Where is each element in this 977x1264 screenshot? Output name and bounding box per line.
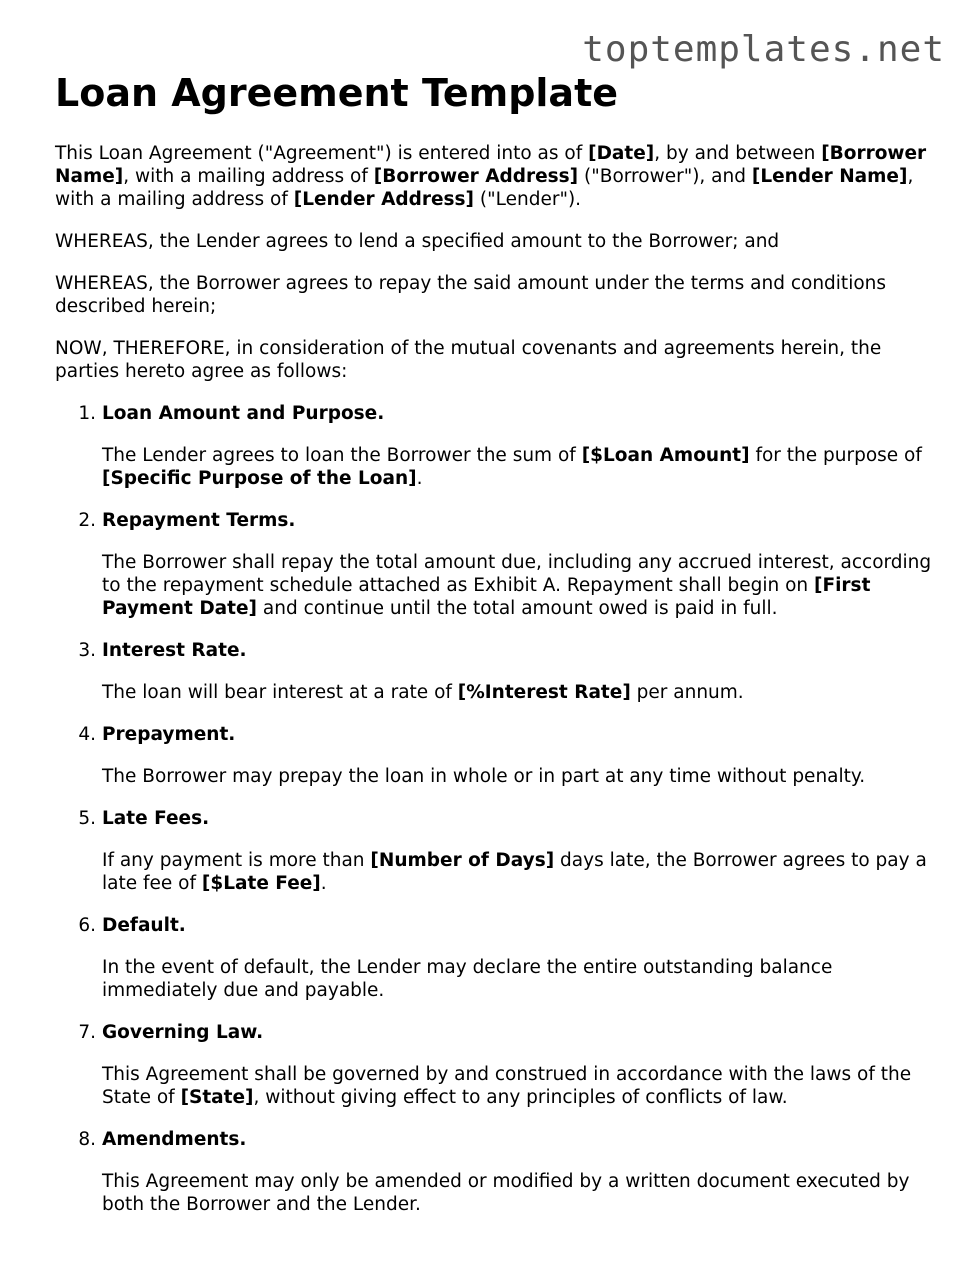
section-number: 5.: [78, 808, 96, 829]
intro-text: , with a mailing address of: [123, 166, 374, 187]
section-number: 4.: [78, 724, 96, 745]
intro-text: This Loan Agreement ("Agreement") is entered into as of: [55, 143, 589, 164]
whereas-paragraph-2: WHEREAS, the Borrower agrees to repay the said amount under the terms and conditions described herein;: [55, 273, 887, 317]
loan-amount-placeholder: [$Loan Amount]: [581, 445, 750, 466]
lender-address-placeholder: [Lender Address]: [293, 189, 475, 210]
site-watermark: toptemplates.net: [582, 29, 945, 70]
section-item: [55, 402, 935, 490]
section-text: , without giving effect to any principles of conflicts of law.: [253, 1087, 788, 1108]
intro-text: ("Lender").: [474, 189, 582, 210]
section-body: The Borrower may prepay the loan in whole or in part at any time without penalty.: [102, 766, 866, 787]
section-number: 2.: [78, 510, 96, 531]
section-heading: Late Fees.: [102, 808, 210, 829]
borrower-address-placeholder: [Borrower Address]: [373, 166, 579, 187]
section-text: and continue until the total amount owed is paid in full.: [257, 598, 778, 619]
intro-text: , by and between: [654, 143, 822, 164]
section-heading: Default.: [102, 915, 186, 936]
first-payment-date-placeholder: [First Payment Date]: [102, 575, 871, 619]
section-text: If any payment is more than: [102, 850, 371, 871]
section-body: In the event of default, the Lender may declare the entire outstanding balance immediately due and payable.: [102, 957, 833, 1001]
section-item: [55, 639, 935, 704]
section-body: [102, 681, 935, 704]
section-heading: Loan Amount and Purpose.: [102, 403, 385, 424]
section-text: days late, the Borrower agrees to pay a late fee of: [102, 850, 927, 894]
section-body: [102, 849, 935, 895]
section-text: per annum.: [630, 682, 744, 703]
section-item: [55, 914, 935, 1002]
section-heading: Interest Rate.: [102, 640, 247, 661]
section-body: This Agreement may only be amended or modified by a written document executed by both the Borrower and the Lender.: [102, 1171, 910, 1215]
section-body: [102, 444, 935, 490]
section-item: [55, 723, 935, 788]
section-text: for the purpose of: [749, 445, 922, 466]
section-heading: Amendments.: [102, 1129, 247, 1150]
loan-purpose-placeholder: [Specific Purpose of the Loan]: [102, 468, 417, 489]
document-title: Loan Agreement Template: [55, 71, 619, 115]
section-number: 7.: [78, 1022, 96, 1043]
section-number: 1.: [78, 403, 96, 424]
date-placeholder: [Date]: [588, 143, 655, 164]
sections-list: [55, 402, 935, 1216]
section-text: .: [416, 468, 423, 489]
section-number: 6.: [78, 915, 96, 936]
section-text: The loan will bear interest at a rate of: [102, 682, 458, 703]
section-number: 8.: [78, 1129, 96, 1150]
section-text: The Lender agrees to loan the Borrower the sum of: [102, 445, 582, 466]
section-item: [55, 1128, 935, 1216]
lender-name-placeholder: [Lender Name]: [751, 166, 908, 187]
section-item: [55, 807, 935, 895]
section-item: [55, 1021, 935, 1109]
section-heading: Repayment Terms.: [102, 510, 296, 531]
section-body: [102, 1063, 935, 1109]
section-item: [55, 509, 935, 620]
intro-paragraph: [55, 142, 935, 211]
section-text: This Agreement shall be governed by and construed in accordance with the laws of the State of: [102, 1064, 912, 1108]
section-text: The Borrower shall repay the total amount due, including any accrued interest, according to the repayment schedule attached as Exhibit A. Repayment shall begin on: [102, 552, 932, 596]
number-of-days-placeholder: [Number of Days]: [370, 850, 555, 871]
section-body: [102, 551, 935, 620]
late-fee-placeholder: [$Late Fee]: [201, 873, 321, 894]
borrower-name-placeholder: [Borrower Name]: [55, 143, 927, 187]
intro-text: , with a mailing address of: [55, 166, 914, 210]
section-heading: Prepayment.: [102, 724, 236, 745]
document-page: [55, 66, 935, 1235]
whereas-paragraph-1: WHEREAS, the Lender agrees to lend a specified amount to the Borrower; and: [55, 231, 780, 252]
now-therefore-paragraph: NOW, THEREFORE, in consideration of the mutual covenants and agreements herein, the parties hereto agree as follows:: [55, 338, 882, 382]
section-text: .: [320, 873, 327, 894]
intro-text: ("Borrower"), and: [578, 166, 752, 187]
section-heading: Governing Law.: [102, 1022, 264, 1043]
interest-rate-placeholder: [%Interest Rate]: [457, 682, 631, 703]
section-number: 3.: [78, 640, 96, 661]
state-placeholder: [State]: [180, 1087, 254, 1108]
